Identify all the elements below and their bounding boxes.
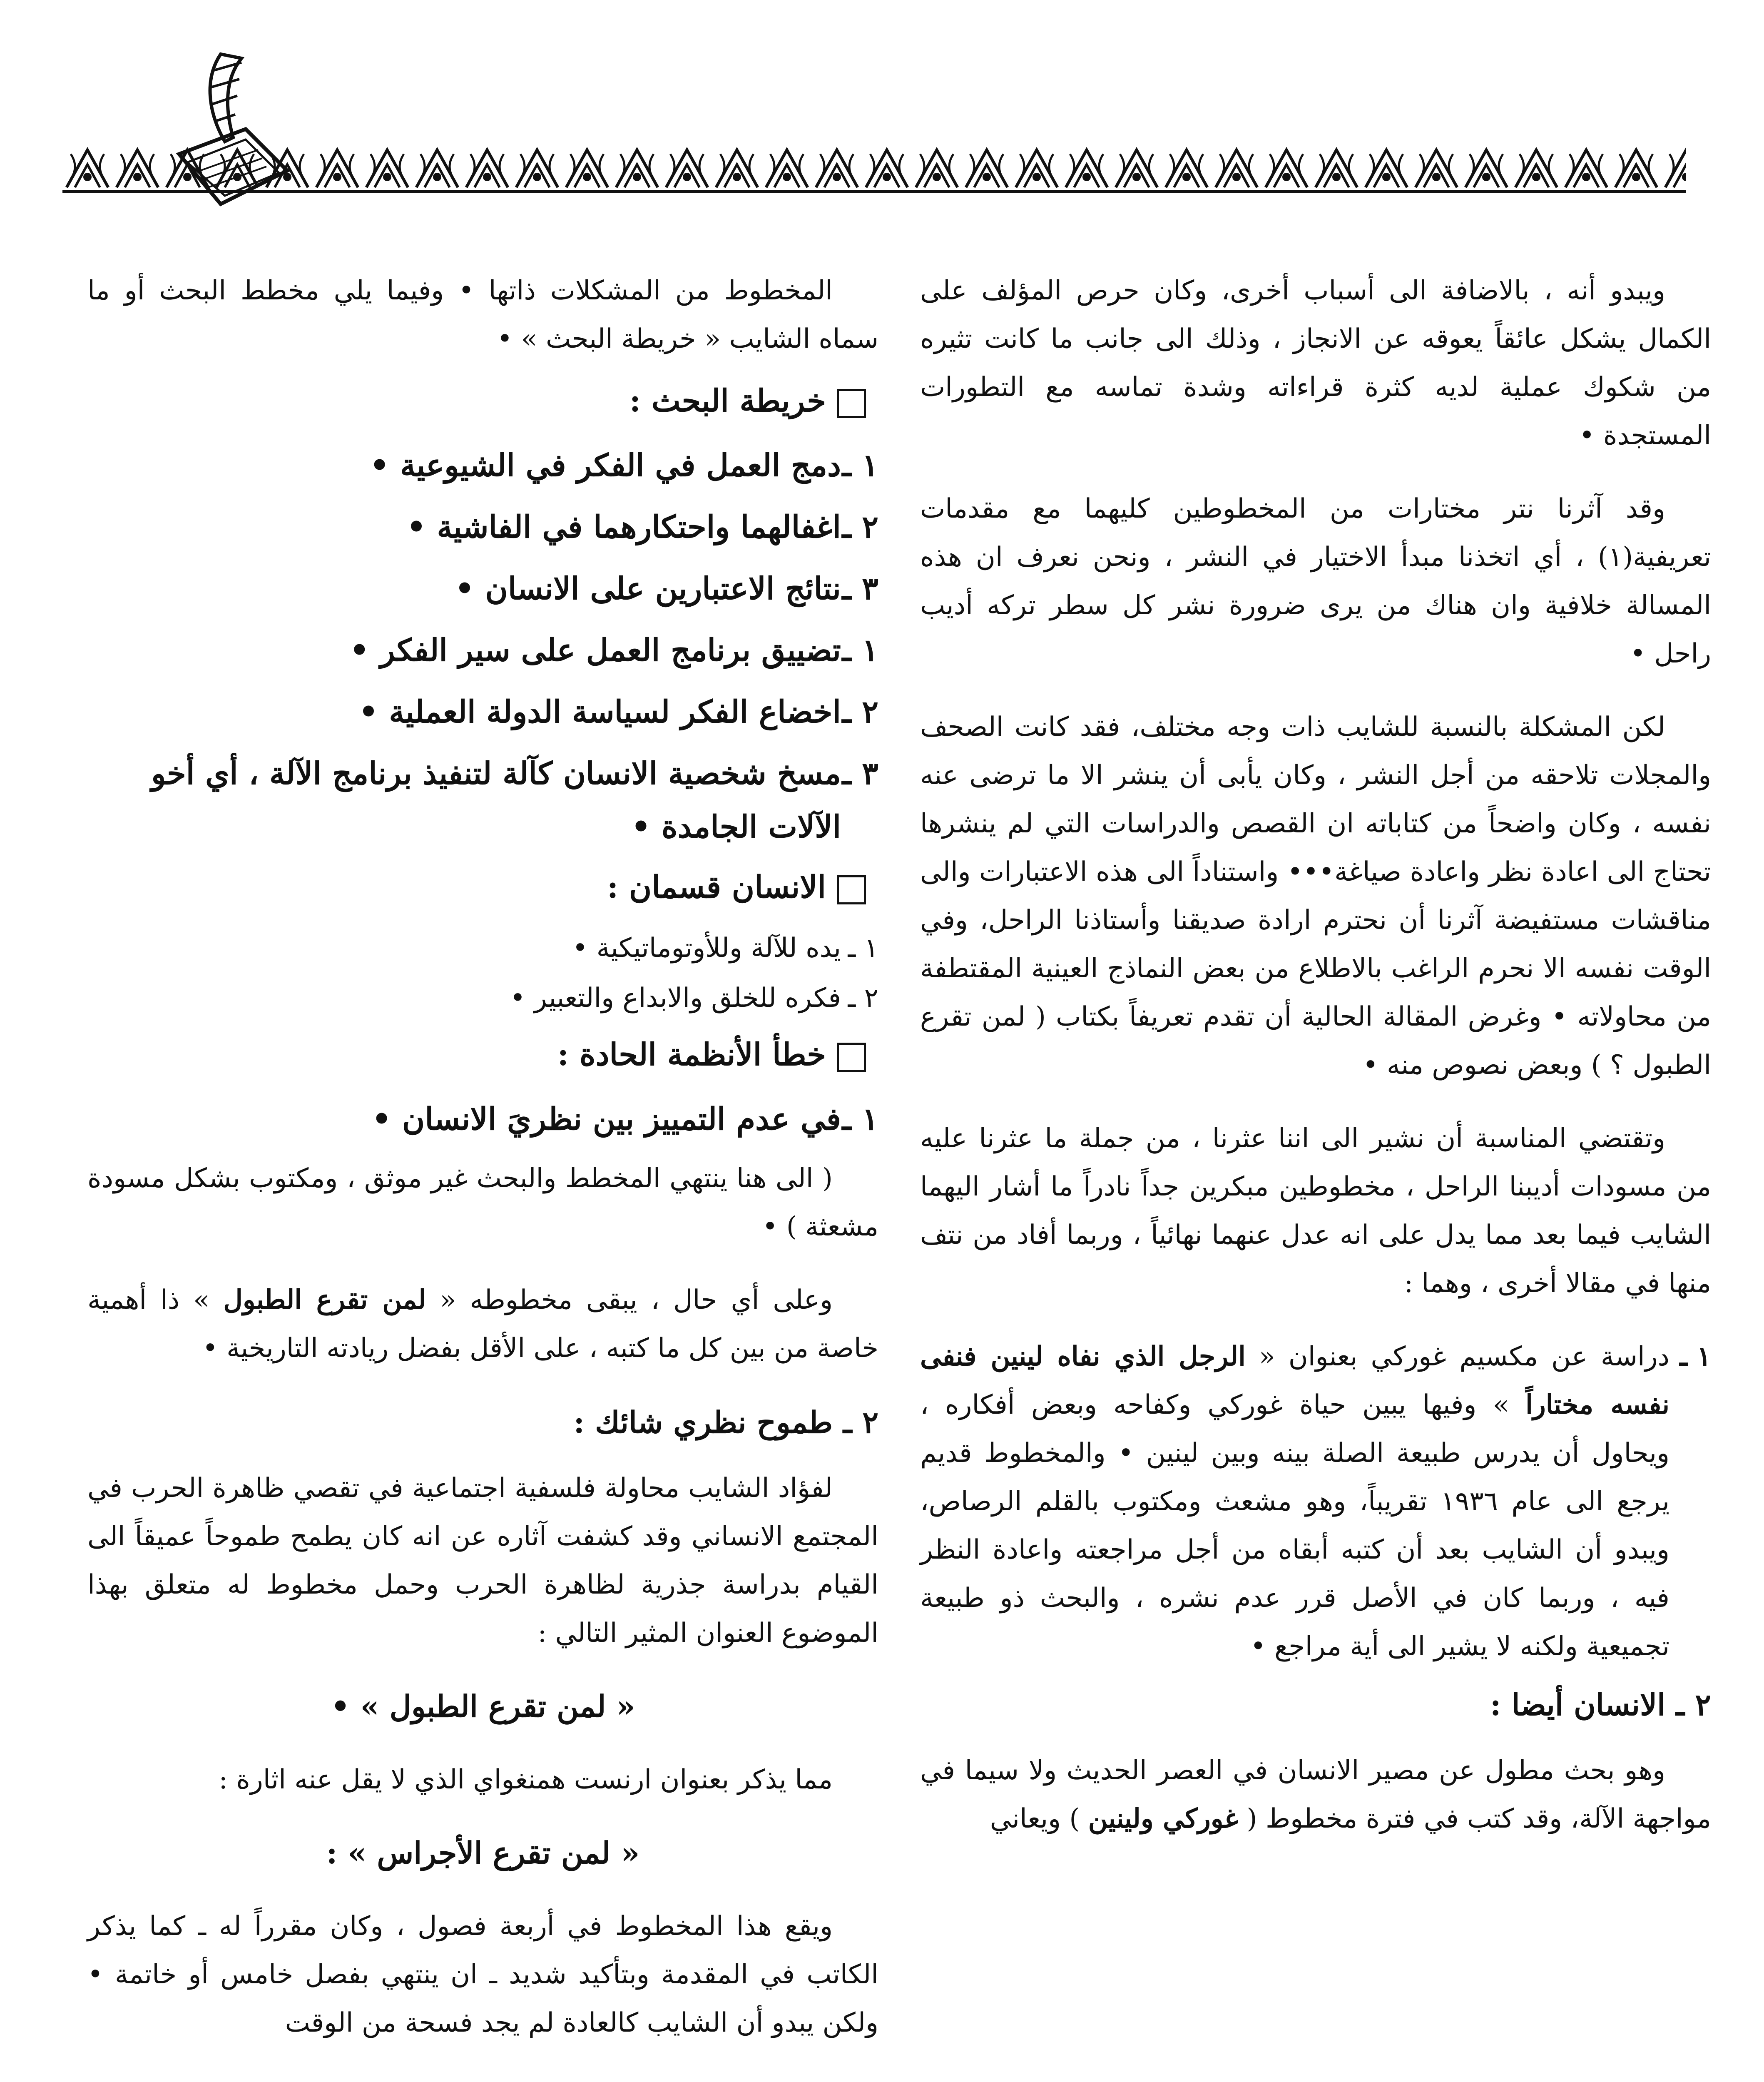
list-item: [87, 685, 878, 739]
paragraph-text: » ذا أهمية خاصة من بين كل ما كتبه ، على الأقل بفضل ريادته التاريخية •: [87, 1285, 878, 1364]
item-text: نتائج الاعتبارين على الانسان •: [455, 571, 841, 607]
item-text: » وفيها يبين حياة غوركي وكفاحه وبعض أفكاره ، ويحاول أن يدرس طبيعة الصلة بينه وبين لينين • والمخطوط قديم يرجع الى عام ١٩٣٦ تقريباً، وهو مشعث ومكتوب بالقلم الرصاص، ويبدو أن الشايب بعد أن كتبه أبقاه من أجل مراجعته واعادة النظر فيه ، وربما كان في الأصل قرر عدم نشره ، والبحث ذو طبيعة تجميعية ولكنه لا يشير الى أية مراجع •: [920, 1390, 1670, 1662]
manuscript-title: لمن تقرع الطبول: [223, 1284, 426, 1315]
item-text: فكره للخلق والابداع والتعبير •: [510, 983, 841, 1014]
map-list-b: [87, 624, 878, 854]
paragraph: لكن المشكلة بالنسبة للشايب ذات وجه مختلف، فقد كانت الصحف والمجلات تلاحقه من أجل النشر ، وكان يأبى أن ينشر الا ما ترضى عنه نفسه ، وكان واضحاً من كتاباته ان القصص والدراسات التي لم ينشرها تحتاج الى اعادة نظر واعادة صياغة••• واستناداً الى هذه الاعتبارات والى مناقشات مستفيضة آثرنا أن نحترم ارادة صديقنا وأستاذنا الراحل، وفي الوقت نفسه الا نحرم الراغب بالاطلاع من بعض النماذج العينية المقتطفة من محاولاته • وغرض المقالة الحالية أن تقدم تعريفاً بكتاب ( لمن تقرع الطبول ؟ ) وبعض نصوص منه •: [920, 712, 1712, 1081]
error-heading: [87, 1029, 878, 1080]
item-number: ٢ ـ: [842, 509, 878, 545]
book-title: « لمن تقرع الطبول » •: [331, 1689, 635, 1724]
list-item: [87, 624, 878, 677]
item-title: الرجل الذي نفاه لينين فنفى نفسه مختاراً: [920, 1341, 1669, 1420]
map-heading: [87, 376, 878, 426]
item-number: ٣ ـ: [842, 571, 878, 607]
list-item: [87, 562, 878, 615]
item-number: ١ ـ: [842, 448, 878, 483]
human-list: [87, 925, 878, 1021]
heading-text: خريطة البحث :: [629, 383, 826, 419]
item-text: في عدم التمييز بين نظريَ الانسان •: [371, 1101, 841, 1137]
manuscript-title: غوركي ولينين: [1088, 1803, 1239, 1834]
left-column: [87, 266, 878, 2082]
paragraph: وقد آثرنا نتر مختارات من المخطوطين كليهما مع مقدمات تعريفية(١) ، أي اتخذنا مبدأ الاختيار في النشر ، ونحن نعرف ان هذه المسالة خلافية وان هناك من يرى ضرورة نشر كل سطر تركه أديب راحل •: [920, 493, 1711, 669]
item-text: مسخ شخصية الانسان كآلة لتنفيذ برنامج الآلة ، أي أخو الآلات الجامدة •: [151, 756, 841, 845]
item-number: ٣ ـ: [842, 756, 878, 792]
paragraph: المخطوط من المشكلات ذاتها • وفيما يلي مخطط البحث أو ما سماه الشايب « خريطة البحث » •: [87, 275, 878, 354]
paragraph-text: ) ويعاني: [990, 1803, 1080, 1834]
list-item: [87, 925, 878, 971]
paragraph: وتقتضي المناسبة أن نشير الى اننا عثرنا ، من جملة ما عثرنا عليه من مسودات أديبنا الراحل ، مخطوطين مبكرين جداً نادراً ما أشار اليهما الشايب فيما بعد مما يدل على انه عدل عنهما نهائياً ، وربما أفاد من نتف منها في مقالا أخرى ، وهما :: [920, 1123, 1711, 1299]
section-heading: ٢ ـ طموح نظري شائك :: [573, 1405, 878, 1440]
note-paragraph: ( الى هنا ينتهي المخطط والبحث غير موثق ، ومكتوب بشكل مسودة مشعثة ) •: [87, 1163, 878, 1242]
paragraph: ويقع هذا المخطوط في أربعة فصول ، وكان مقرراً له ـ كما يذكر الكاتب في المقدمة وبتأكيد شديد ـ ان ينتهي بفصل خامس أو خاتمة • ولكن يبدو أن الشايب كالعادة لم يجد فسحة من الوقت: [87, 1911, 878, 2038]
list-item: [87, 501, 878, 554]
item-number: ١ ـ: [1679, 1341, 1711, 1372]
item-text: تضييق برنامج العمل على سير الفكر •: [349, 633, 841, 668]
paragraph: لفؤاد الشايب محاولة فلسفية اجتماعية في تقصي ظاهرة الحرب في المجتمع الانساني وقد كشفت آثاره عن انه كان يطمح طموحاً عميقاً الى القيام بدراسة جذرية لظاهرة الحرب وحمل مخطوط له متعلق بهذا الموضوع العنوان المثير التالي :: [87, 1473, 879, 1649]
item-text: يده للآلة وللأوتوماتيكية •: [572, 933, 841, 964]
heading-text: الانسان قسمان :: [607, 869, 826, 905]
item-number: ١ ـ: [842, 1101, 878, 1137]
book-title: « لمن تقرع الأجراس » :: [326, 1835, 640, 1870]
human-heading: [87, 862, 878, 913]
map-list-a: [87, 439, 878, 615]
paragraph: [920, 1746, 1711, 1843]
section-heading: ٢ ـ الانسان أيضا :: [1490, 1687, 1711, 1722]
item-text: اغفالهما واحتكارهما في الفاشية •: [406, 509, 841, 545]
right-column: [920, 266, 1711, 2082]
item-number: ١ ـ: [848, 933, 878, 964]
checkbox-square-icon: [837, 389, 866, 418]
item-number: ٢ ـ: [848, 983, 878, 1014]
checkbox-square-icon: [837, 875, 866, 904]
item-number: ٢ ـ: [842, 694, 878, 730]
list-item: [87, 747, 878, 854]
floral-border-ornament: [62, 142, 1686, 196]
list-item: [87, 439, 878, 492]
paragraph-text: وعلى أي حال ، يبقى مخطوطه «: [440, 1285, 833, 1315]
paragraph: مما يذكر بعنوان ارنست همنغواي الذي لا يقل عنه اثارة :: [219, 1764, 833, 1795]
paragraph: ويبدو أنه ، بالاضافة الى أسباب أخرى، وكان حرص المؤلف على الكمال يشكل عائقاً يعوقه عن الانجاز ، وذلك الى جانب ما كانت تثيره من شكوك عملية لديه كثرة قراءاته وشدة تماسه مع التطورات المستجدة •: [920, 275, 1711, 451]
paragraph-text: وهو بحث مطول عن مصير الانسان في العصر الحديث ولا سيما في مواجهة الآلة، وقد كتب في فترة مخطوط (: [920, 1755, 1711, 1834]
list-item: [87, 975, 878, 1021]
item-text: دراسة عن مكسيم غوركي بعنوان «: [1259, 1341, 1669, 1372]
item-number: ١ ـ: [842, 633, 878, 668]
checkbox-square-icon: [837, 1043, 866, 1072]
heading-text: خطأ الأنظمة الحادة :: [557, 1037, 826, 1073]
item-text: اخضاع الفكر لسياسة الدولة العملية •: [358, 694, 841, 730]
item-text: دمج العمل في الفكر في الشيوعية •: [369, 448, 841, 483]
paragraph: [87, 1276, 878, 1372]
list-item: [920, 1332, 1711, 1671]
list-item: [87, 1093, 878, 1146]
